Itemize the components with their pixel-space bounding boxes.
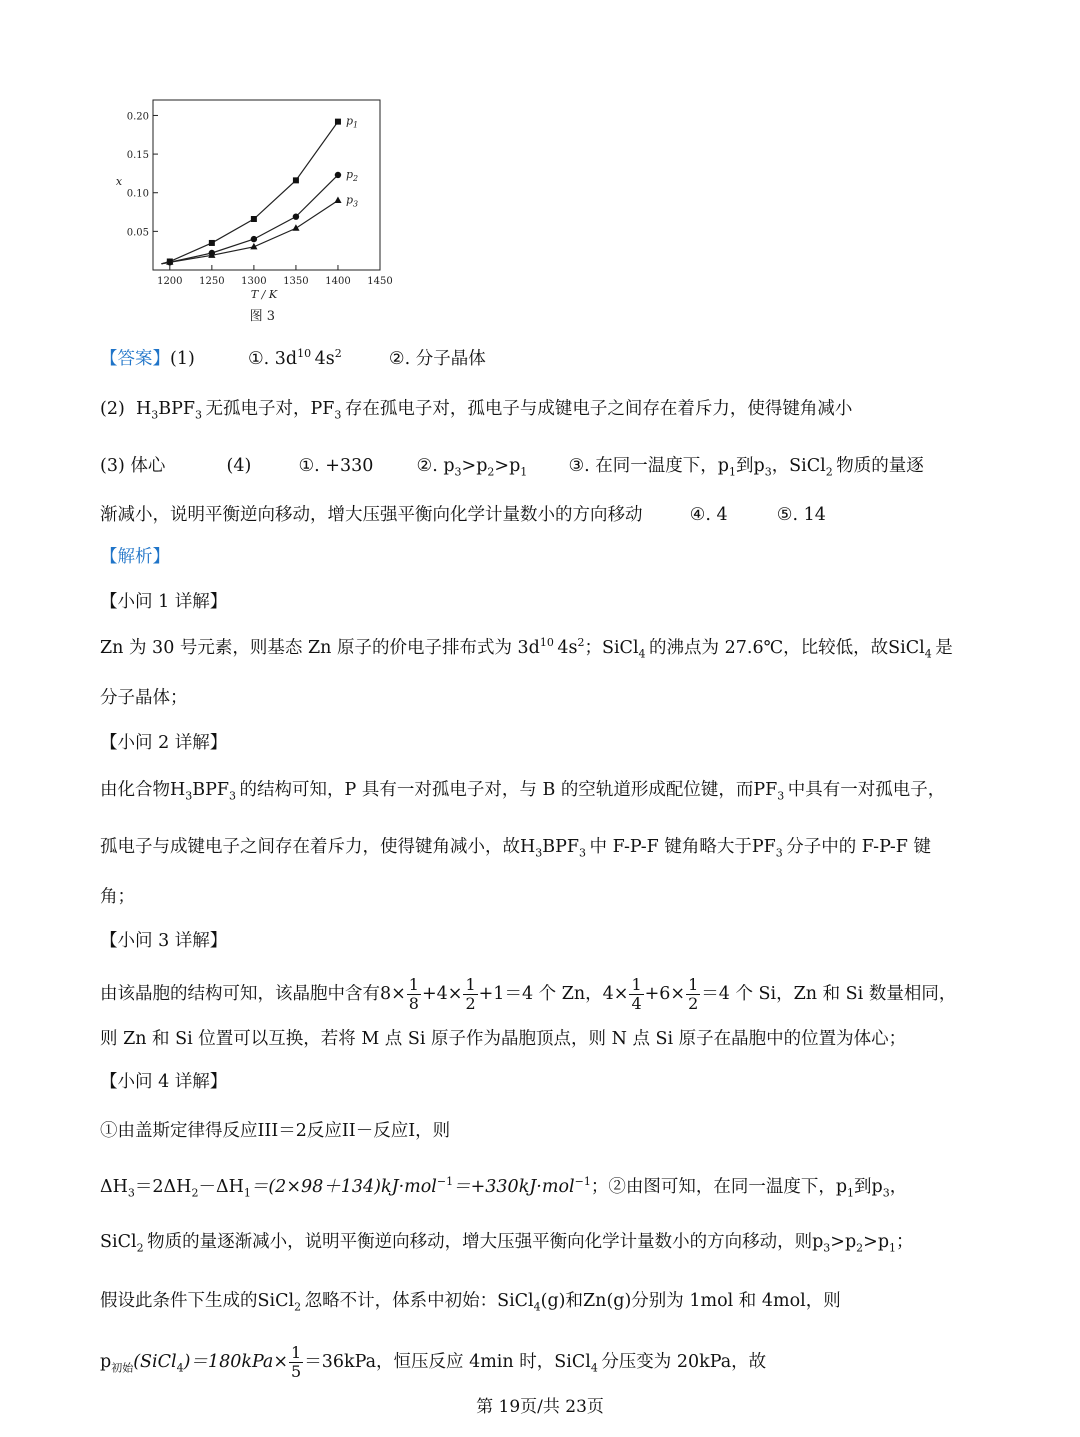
section-2-line-2: 孤电子与成键电子之间存在着斥力，使得键角减小，故$H_3BPF_3$ 中 F-P-F 键角略大于$PF_3$ 分子中的 F-P-F 键 — [100, 837, 932, 860]
section-4-title: 【小问 4 详解】 — [100, 1072, 228, 1092]
y-tick-label: 0.10 — [126, 188, 149, 200]
section-4-line-3: SiCl$_2$ 物质的量逐渐减小，说明平衡逆向移动，增大压强平衡向化学计量数小的方向移动，则$p_3>p_2>p_1$； — [100, 1232, 914, 1255]
fraction: $\frac{1}{4}$ — [631, 975, 642, 1013]
x-vs-temperature-chart — [95, 92, 395, 332]
analysis-tag: 【解析】 — [100, 547, 170, 567]
series-label-p3: $p_3$ — [345, 193, 359, 209]
figure-caption: 图 3 — [249, 309, 275, 324]
section-3-title: 【小问 3 详解】 — [100, 931, 228, 951]
series-line-p3 — [161, 200, 338, 263]
section-4-line-1: ①由盖斯定律得反应III＝2反应II－反应I，则 — [100, 1121, 451, 1141]
x-tick-label: 1450 — [367, 276, 393, 287]
section-4-line-5: $p_{初始}(SiCl_4)=180kPa\times$ $\frac{1}{5}$ ＝36kPa，恒压反应 4min 时，SiCl$_4$ 分压变为 20kPa，故 — [100, 1343, 767, 1381]
x-tick-label: 1200 — [157, 276, 183, 287]
section-2-title: 【小问 2 详解】 — [100, 733, 228, 753]
section-1-line-1: Zn 为 30 号元素，则基态 Zn 原子的价电子排布式为 $3d^{10}$ $4s^2$；SiCl$_4$ 的沸点为 27.6℃，比较低，故SiCl$_4$ 是 — [100, 636, 953, 661]
data-point-p1 — [335, 119, 341, 125]
x-tick-label: 1400 — [325, 276, 351, 287]
y-tick-label: 0.05 — [126, 227, 149, 239]
section-4-line-2: $\Delta H_3=2\Delta H_2-\Delta H_1=(2\times 98+134)kJ\cdot mol^{-1}=+330kJ\cdot mol^{-1}$；②由图可知，在同一温度下，$p_1$到$p_3$， — [100, 1175, 908, 1200]
x-tick-label: 1350 — [283, 276, 309, 287]
series-label-p2: $p_2$ — [345, 167, 359, 183]
section-2-line-1: 由化合物$H_3BPF_3$ 的结构可知，P 具有一对孤电子对，与 B 的空轨道形成配位键，而$PF_3$ 中具有一对孤电子， — [100, 780, 946, 803]
page-footer: 第 19页/共 23页 — [476, 1397, 604, 1417]
data-point-p3 — [334, 196, 341, 203]
data-point-p2 — [251, 236, 257, 242]
series-line-p2 — [161, 175, 338, 264]
answer-line-1: 【答案】(1) ①. $3d^{10}$ $4s^2$ ②. 分子晶体 — [100, 347, 486, 369]
series-line-p1 — [161, 122, 338, 264]
answer-line-4: 渐减小，说明平衡逆向移动，增大压强平衡向化学计量数小的方向移动 ④. 4 ⑤. 14 — [100, 505, 826, 525]
series-label-p1: $p_1$ — [345, 114, 359, 130]
section-2-line-3: 角； — [100, 887, 135, 907]
x-tick-label: 1250 — [199, 276, 225, 287]
fraction: $\frac{1}{5}$ — [291, 1343, 302, 1381]
fraction: $\frac{1}{8}$ — [408, 975, 419, 1013]
x-axis-label: T / K — [250, 288, 278, 301]
data-point-p1 — [251, 216, 257, 222]
answer-line-3: (3) 体心 (4) ①. +330 ②. $p_3>p_2>p_1$ ③. 在同一温度下，$p_1$到$p_3$，SiCl$_2$ 物质的量逐 — [100, 456, 924, 479]
fraction: $\frac{1}{2}$ — [688, 975, 699, 1013]
answer-tag: 【答案】 — [100, 349, 170, 369]
section-1-title: 【小问 1 详解】 — [100, 592, 228, 612]
section-4-line-4: 假设此条件下生成的SiCl$_2$ 忽略不计，体系中初始：SiCl$_4$(g)和Zn(g)分别为 1mol 和 4mol，则 — [100, 1291, 841, 1314]
data-point-p1 — [293, 177, 299, 183]
answer-1-1: ①. $3d^{10}$ $4s^2$ — [247, 347, 342, 369]
data-point-p2 — [335, 172, 341, 178]
data-point-p1 — [209, 240, 215, 246]
answer-1-2: ②. 分子晶体 — [388, 349, 486, 369]
fraction: $\frac{1}{2}$ — [465, 975, 476, 1013]
y-tick-label: 0.20 — [126, 111, 149, 123]
section-3-line-1: 由该晶胞的结构可知，该晶胞中含有8× $\frac{1}{8}$ +4× $\frac{1}{2}$ +1＝4 个 Zn，4× $\frac{1}{4}$ +6× $\frac{1}{2}$ ＝4 个 Si，Zn 和 Si 数量相同， — [100, 975, 957, 1013]
section-3-line-2: 则 Zn 和 Si 位置可以互换，若将 M 点 Si 原子作为晶胞顶点，则 N 点 Si 原子在晶胞中的位置为体心； — [100, 1029, 907, 1049]
section-1-line-2: 分子晶体； — [100, 688, 188, 708]
data-point-p2 — [293, 213, 299, 219]
data-point-p3 — [292, 224, 299, 231]
y-tick-label: 0.15 — [126, 150, 149, 162]
answer-line-2: (2) $H_3BPF_3$ 无孤电子对，$PF_3$ 存在孤电子对，孤电子与成键电子之间存在着斥力，使得键角减小 — [100, 399, 853, 422]
y-axis-label: x — [115, 175, 123, 188]
x-tick-label: 1300 — [241, 276, 267, 287]
figure-3 — [95, 92, 395, 332]
